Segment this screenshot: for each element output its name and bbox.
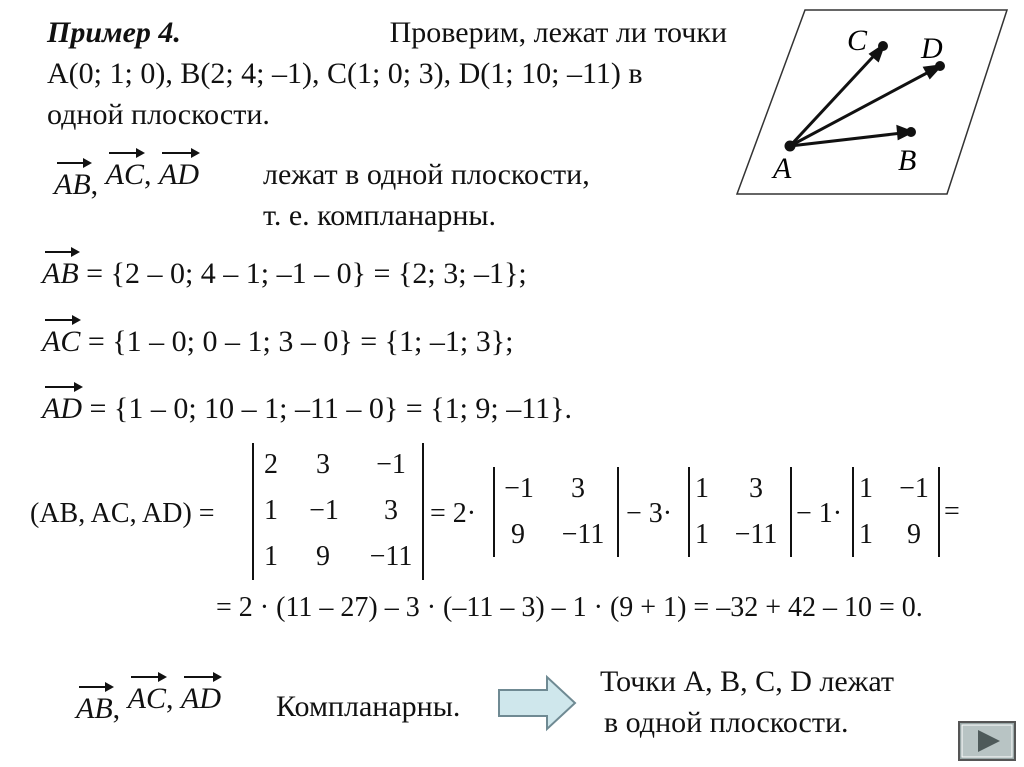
vector-triple-bottom: AB, AC, AD (76, 682, 221, 725)
result-line: = 2 · (11 – 27) – 3 · (–11 – 3) – 1 · (9 + 1) = –32 + 42 – 10 = 0. (216, 592, 923, 623)
minor-cell: −1 (504, 473, 534, 504)
m-cell: −11 (369, 541, 413, 572)
m-cell: 1 (264, 541, 278, 572)
vector-ad-line (790, 66, 940, 146)
vector-triple-top: AB, AC, AD (54, 158, 199, 201)
minor-cell: 9 (907, 519, 921, 550)
eq-ac-vector: AC (42, 325, 81, 358)
coef2: − 3· (626, 498, 673, 529)
vec-ad: AD (159, 158, 199, 191)
equation-ab (42, 257, 527, 291)
m-cell: −1 (376, 449, 406, 480)
minor-cell: 9 (511, 519, 525, 550)
minor1 (493, 467, 619, 557)
eq-ab-vector: AB (42, 257, 79, 290)
point-c-dot (880, 43, 887, 50)
arrow-right-icon (497, 674, 579, 732)
equation-ad (42, 392, 572, 426)
vector-ab-line (790, 132, 911, 146)
triple-product-lhs: (AB, AC, AD) = (30, 498, 215, 529)
label-a: A (773, 152, 792, 185)
equals-sign: = (944, 496, 960, 527)
point-a-dot (786, 142, 794, 150)
vec-ac-bottom: AC (127, 682, 166, 715)
label-c: C (847, 24, 868, 57)
eq-ab-rhs: = {2 – 0; 4 – 1; –1 – 0} = {2; 3; –1}; (86, 257, 527, 290)
problem-title: Пример 4. (47, 16, 181, 49)
minor2 (688, 467, 792, 557)
minor-cell: 1 (859, 519, 873, 550)
eq-ad-vector: AD (42, 392, 82, 425)
next-slide-button[interactable] (958, 721, 1016, 761)
minor-cell: 1 (859, 473, 873, 504)
point-b-dot (908, 129, 915, 136)
minor-cell: 3 (749, 473, 763, 504)
m-cell: 3 (316, 449, 330, 480)
vector-ac-line (790, 46, 883, 146)
minor-cell: 3 (571, 473, 585, 504)
equation-ac (42, 325, 513, 359)
matrix-3x3 (252, 443, 424, 580)
play-next-icon (958, 721, 1016, 761)
m-cell: 2 (264, 449, 278, 480)
coef1: = 2· (430, 498, 477, 529)
eq-ad-rhs: = {1 – 0; 10 – 1; –11 – 0} = {1; 9; –11}. (89, 392, 573, 425)
minor-cell: −1 (899, 473, 929, 504)
conclusion-result (600, 661, 894, 743)
minor-cell: −11 (561, 519, 605, 550)
vec-ad-bottom: AD (181, 682, 221, 715)
conclusion-result-line2: в одной плоскости. (604, 706, 849, 739)
minor3 (852, 467, 940, 557)
m-cell: 9 (316, 541, 330, 572)
m-cell: 1 (264, 495, 278, 526)
problem-intro: Проверим, лежат ли точки (389, 16, 727, 49)
plane-diagram (735, 8, 1015, 198)
minor-cell: 1 (695, 519, 709, 550)
statement-line1: лежат в одной плоскости, (263, 158, 590, 191)
minor-cell: −11 (734, 519, 778, 550)
eq-ac-rhs: = {1 – 0; 0 – 1; 3 – 0} = {1; –1; 3}; (87, 325, 514, 358)
m-cell: 3 (384, 495, 398, 526)
coef3: − 1· (796, 498, 843, 529)
statement-line2: т. е. компланарны. (263, 199, 497, 232)
label-b: B (898, 144, 917, 177)
conclusion-result-line1: Точки A, B, C, D лежат (600, 665, 895, 698)
conclusion-label: Компланарны. (276, 690, 461, 723)
vec-ac: AC (105, 158, 144, 191)
vec-ab: AB (54, 168, 91, 201)
minor-cell: 1 (695, 473, 709, 504)
label-d: D (921, 32, 943, 65)
vec-ab-bottom: AB (76, 692, 113, 725)
m-cell: −1 (309, 495, 339, 526)
points-line: A(0; 1; 0), B(2; 4; –1), C(1; 0; 3), D(1; 10; –11) в (47, 57, 643, 90)
problem-line3: одной плоскости. (47, 98, 270, 131)
statement (263, 154, 590, 236)
problem-text (47, 12, 727, 135)
